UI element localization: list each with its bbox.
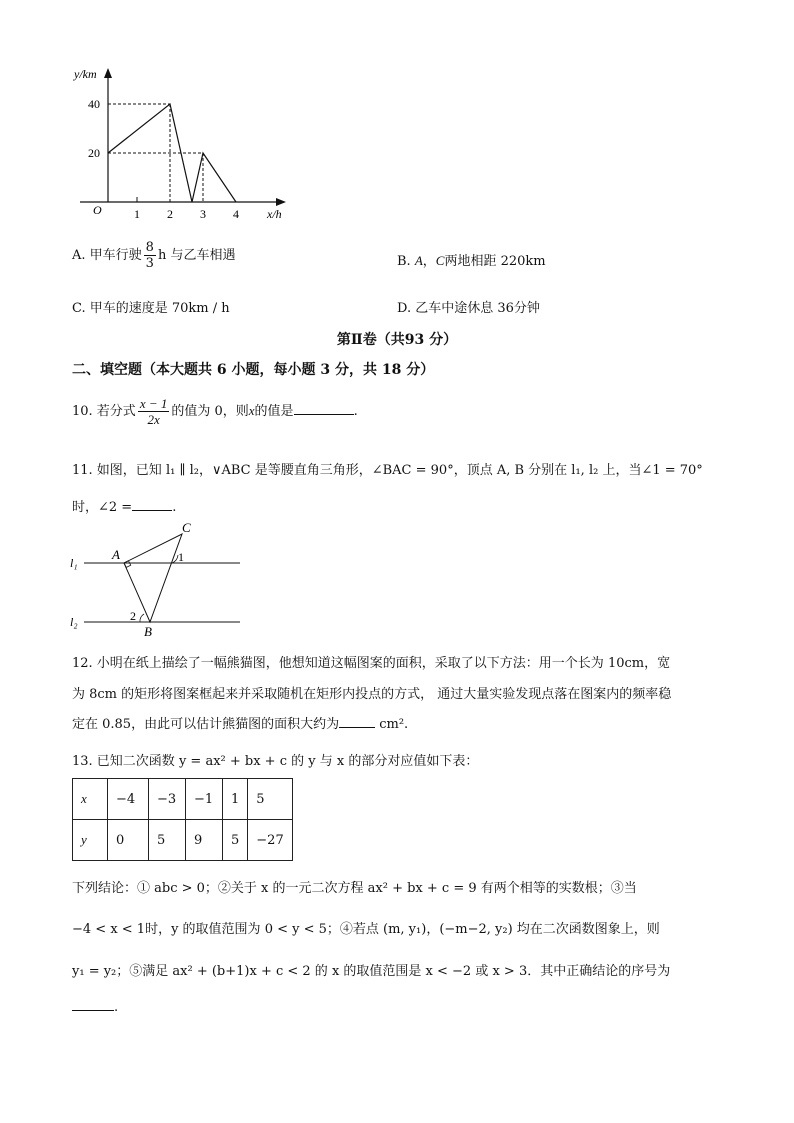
q10-end: . — [353, 404, 358, 419]
section2-header: 二、填空题（本大题共 6 小题，每小题 3 分，共 18 分） — [72, 362, 435, 378]
option-b-suffix: 两地相距 220km — [444, 254, 546, 269]
table-cell: 9 — [186, 820, 223, 861]
q11-line2-end: . — [172, 500, 177, 515]
option-b-point-a: A — [414, 253, 423, 268]
table-cell: 1 — [223, 779, 248, 820]
q11-line2-prefix: 时，∠2 = — [72, 500, 133, 515]
q10-answer-blank[interactable] — [294, 402, 354, 415]
q12-answer-blank[interactable] — [339, 715, 375, 728]
table-cell: −4 — [108, 779, 149, 820]
distance-time-graph — [60, 60, 300, 220]
q12-line2: 为 8cm 的矩形将图案框起来并采取随机在矩形内投点的方式， 通过大量实验发现点落在图案内的频率稳 — [72, 687, 672, 702]
option-a-num: 8 — [145, 240, 154, 255]
q12-line3 — [72, 713, 408, 732]
q11-answer-blank[interactable] — [132, 498, 172, 511]
option-b-prefix: B. — [397, 254, 415, 269]
x-tick-2: 2 — [167, 207, 173, 220]
table-cell: 5 — [149, 820, 186, 861]
option-a — [72, 240, 235, 271]
label-c: C — [182, 520, 191, 535]
origin-label: O — [93, 203, 102, 217]
y-axis-arrow — [104, 68, 112, 78]
y-axis-label: y/km — [74, 67, 97, 81]
q13-line4 — [72, 998, 118, 1015]
label-l1: l₁ — [70, 556, 78, 570]
q10-prefix: 10. 若分式 — [72, 404, 136, 419]
x-axis-label: x/h — [267, 207, 282, 220]
q10 — [72, 396, 358, 427]
y-tick-40: 40 — [88, 97, 100, 111]
label-angle1: 1 — [178, 550, 184, 564]
q11-line1: 11. 如图，已知 l₁ ∥ l₂，∨ABC 是等腰直角三角形，∠BAC = 90°，顶点 A, B 分别在 l₁, l₂ 上，当∠1 = 70° — [72, 463, 703, 478]
x-tick-3: 3 — [200, 207, 206, 220]
x-axis-arrow — [276, 198, 286, 206]
table-cell: x — [73, 779, 108, 820]
q12-line3-suffix: cm². — [375, 717, 409, 732]
label-a: A — [112, 547, 120, 562]
x-tick-4: 4 — [233, 207, 239, 220]
q13-line1: 下列结论：① abc > 0；②关于 x 的一元二次方程 ax² + bx + c = 9 有两个相等的实数根；③当 — [72, 881, 637, 896]
q13-line4-end: . — [114, 1000, 119, 1015]
table-cell: y — [73, 820, 108, 861]
option-a-suffix: h 与乙车相遇 — [157, 248, 236, 263]
option-a-fraction — [144, 240, 156, 271]
q10-fraction — [138, 396, 170, 427]
q10-den: 2x — [147, 412, 160, 427]
y-tick-20: 20 — [88, 146, 100, 160]
label-b: B — [144, 624, 152, 639]
q12-line3-prefix: 定在 0.85，由此可以估计熊猫图的面积大约为 — [72, 717, 340, 732]
option-b-point-c: C — [435, 253, 445, 268]
option-d: D. 乙车中途休息 36分钟 — [397, 301, 540, 316]
q10-var: x — [248, 403, 255, 418]
table-cell: 5 — [248, 779, 293, 820]
angle2-arc — [140, 614, 144, 622]
q13-line2: −4 < x < 1时，y 的取值范围为 0 < y < 5；④若点 (m, y₁)，(−m−2, y₂) 均在二次函数图象上，则 — [72, 922, 660, 937]
q10-middle: 的值为 0，则 — [171, 404, 249, 419]
option-c: C. 甲车的速度是 70km / h — [72, 301, 230, 316]
table-cell: 0 — [108, 820, 149, 861]
q12-line1: 12. 小明在纸上描绘了一幅熊猫图，他想知道这幅图案的面积，采取了以下方法：用一个长为 10cm，宽 — [72, 656, 671, 671]
option-a-den: 3 — [145, 256, 154, 271]
table-cell: −1 — [186, 779, 223, 820]
option-a-prefix: A. 甲车行驶 — [72, 248, 142, 263]
table-row-y — [73, 820, 293, 861]
x-tick-1: 1 — [134, 207, 140, 220]
q10-suffix: 的值是 — [254, 404, 294, 419]
q11-line2 — [72, 496, 176, 515]
label-l2: l₂ — [70, 615, 78, 629]
q11-figure — [68, 518, 248, 640]
label-angle2: 2 — [130, 609, 136, 623]
q10-num: x − 1 — [139, 396, 168, 411]
q13-answer-blank[interactable] — [72, 998, 114, 1011]
q13-table — [72, 778, 293, 861]
table-cell: −3 — [149, 779, 186, 820]
table-cell: 5 — [223, 820, 248, 861]
option-b — [397, 250, 546, 269]
part2-title: 第Ⅱ卷（共93 分） — [336, 332, 458, 348]
q13-line3: y₁ = y₂；⑤满足 ax² + (b+1)x + c < 2 的 x 的取值范围是 x < −2 或 x > 3．其中正确结论的序号为 — [72, 964, 671, 979]
option-b-sep: ， — [422, 254, 436, 269]
car-path — [108, 104, 236, 202]
table-cell: −27 — [248, 820, 293, 861]
q13-intro: 13. 已知二次函数 y = ax² + bx + c 的 y 与 x 的部分对应值如下表： — [72, 754, 479, 769]
table-row-x — [73, 779, 293, 820]
